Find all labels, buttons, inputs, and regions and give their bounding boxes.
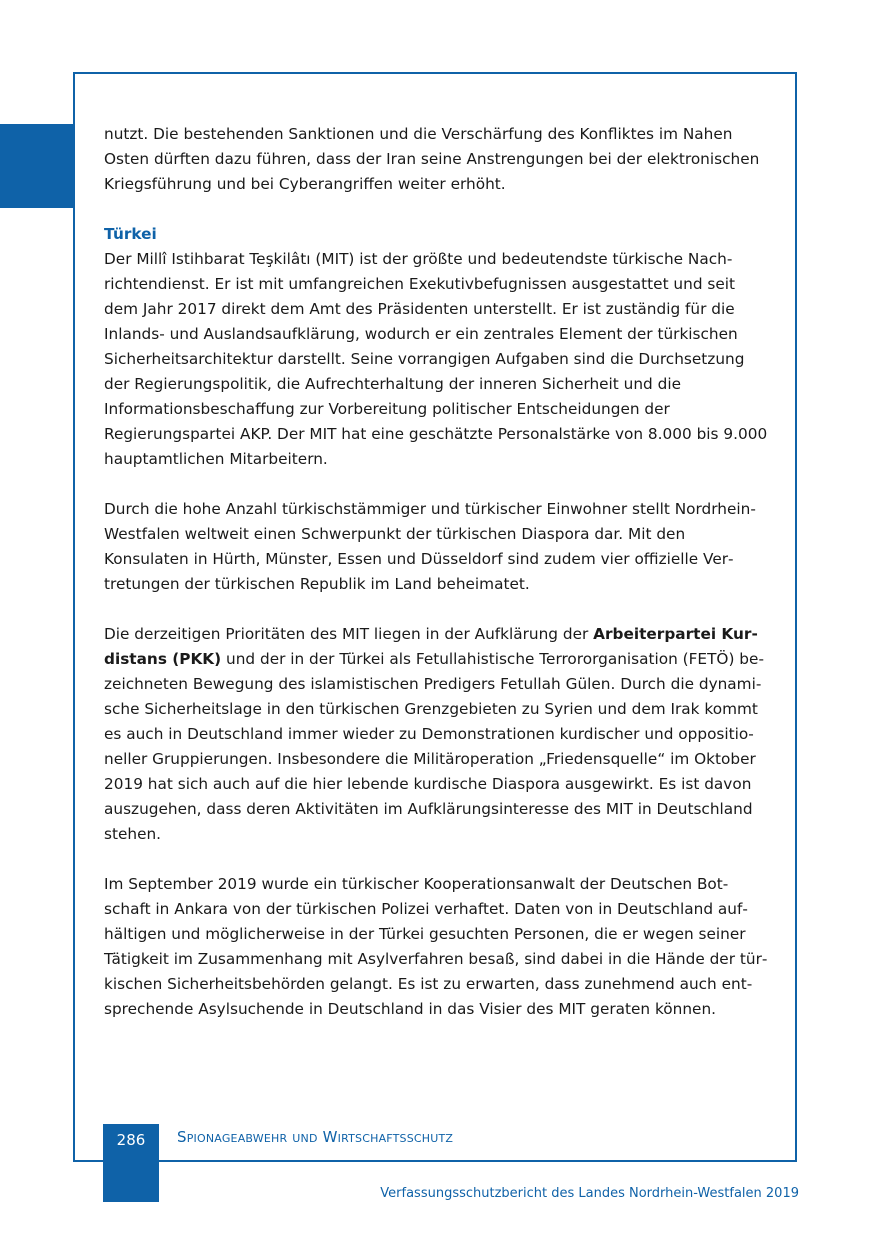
paragraph-lawyer-arrest: Im September 2019 wurde ein türkischer Kooperationsanwalt der Deutschen Botschaft in Ankara von der türkischen Polizei verhaftet. Daten von in Deutschland aufhältigen und möglicherweise in der Türkei gesuchten Personen, die er wegen seiner Tätigkeit im Zusammenhang mit Asylverfahren besaß, sind dabei in die Hände der türkischen Sicherheitsbehörden gelangt. Es ist zu erwarten, dass zunehmend auch entsprechende Asylsuchende in Deutschland in das Visier des MIT geraten können. — [104, 875, 768, 1018]
paragraph-mit-priorities — [104, 622, 768, 847]
paragraph-iran-continued: nutzt. Die bestehenden Sanktionen und die Verschärfung des Konfliktes im Nahen Osten dürften dazu führen, dass der Iran seine Anstrengungen bei der elektronischen Kriegsführung und bei Cyberangriffen weiter erhöht. — [104, 125, 760, 193]
pkk-bold-term: Arbeiterpartei Kurdistans (PKK) — [104, 625, 758, 668]
section-heading-turkey: Türkei — [104, 225, 157, 243]
priorities-text-start: Die derzeitigen Prioritäten des MIT liegen in der Aufklärung der — [104, 625, 594, 643]
running-section-title: Spionageabwehr und Wirtschaftsschutz — [177, 1128, 454, 1146]
priorities-text-end: und der in der Türkei als Fetullahistische Terrororganisation (FETÖ) bezeichneten Bewegung des islamistischen Predigers Fetullah Gülen. Durch die dynamische Sicherheitslage in den türkischen Grenzgebieten zu Syrien und dem Irak kommt es auch in Deutschland immer wieder zu Demonstrationen kurdischer und oppositioneller Gruppierungen. Insbesondere die Militäroperation „Friedensquelle“ im Oktober 2019 hat sich auch auf die hier lebende kurdische Diaspora ausgewirkt. Es ist davon auszugehen, dass deren Aktivitäten im Aufklärungsinteresse des MIT in Deutschland stehen. — [104, 650, 764, 843]
paragraph-mit-overview: Der Millî Istihbarat Teşkilâtı (MIT) ist der größte und bedeutendste türkische Nachrichtendienst. Er ist mit umfangreichen Exekutivbefugnissen ausgestattet und seit dem Jahr 2017 direkt dem Amt des Präsidenten unterstellt. Er ist zuständig für die Inlands- und Auslandsaufklärung, wodurch er ein zentrales Element der türkischen Sicherheitsarchitektur darstellt. Seine vorrangigen Aufgaben sind die Durchsetzung der Regierungspolitik, die Aufrechterhaltung der inneren Sicherheit und die Informationsbeschaffung zur Vorbereitung politischer Entscheidungen der Regierungspartei AKP. Der MIT hat eine geschätzte Personalstärke von 8.000 bis 9.000 hauptamtlichen Mitarbeitern. — [104, 250, 768, 468]
page-content — [104, 122, 768, 1047]
side-color-tab — [0, 124, 74, 208]
page-number-box — [103, 1124, 159, 1202]
publication-title: Verfassungsschutzbericht des Landes Nordrhein-Westfalen 2019 — [380, 1186, 799, 1201]
paragraph-diaspora: Durch die hohe Anzahl türkischstämmiger und türkischer Einwohner stellt Nordrhein-Westfalen weltweit einen Schwerpunkt der türkischen Diaspora dar. Mit den Konsulaten in Hürth, Münster, Essen und Düsseldorf sind zudem vier offizielle Vertretungen der türkischen Republik im Land beheimatet. — [104, 500, 756, 593]
page-number: 286 — [116, 1131, 146, 1149]
